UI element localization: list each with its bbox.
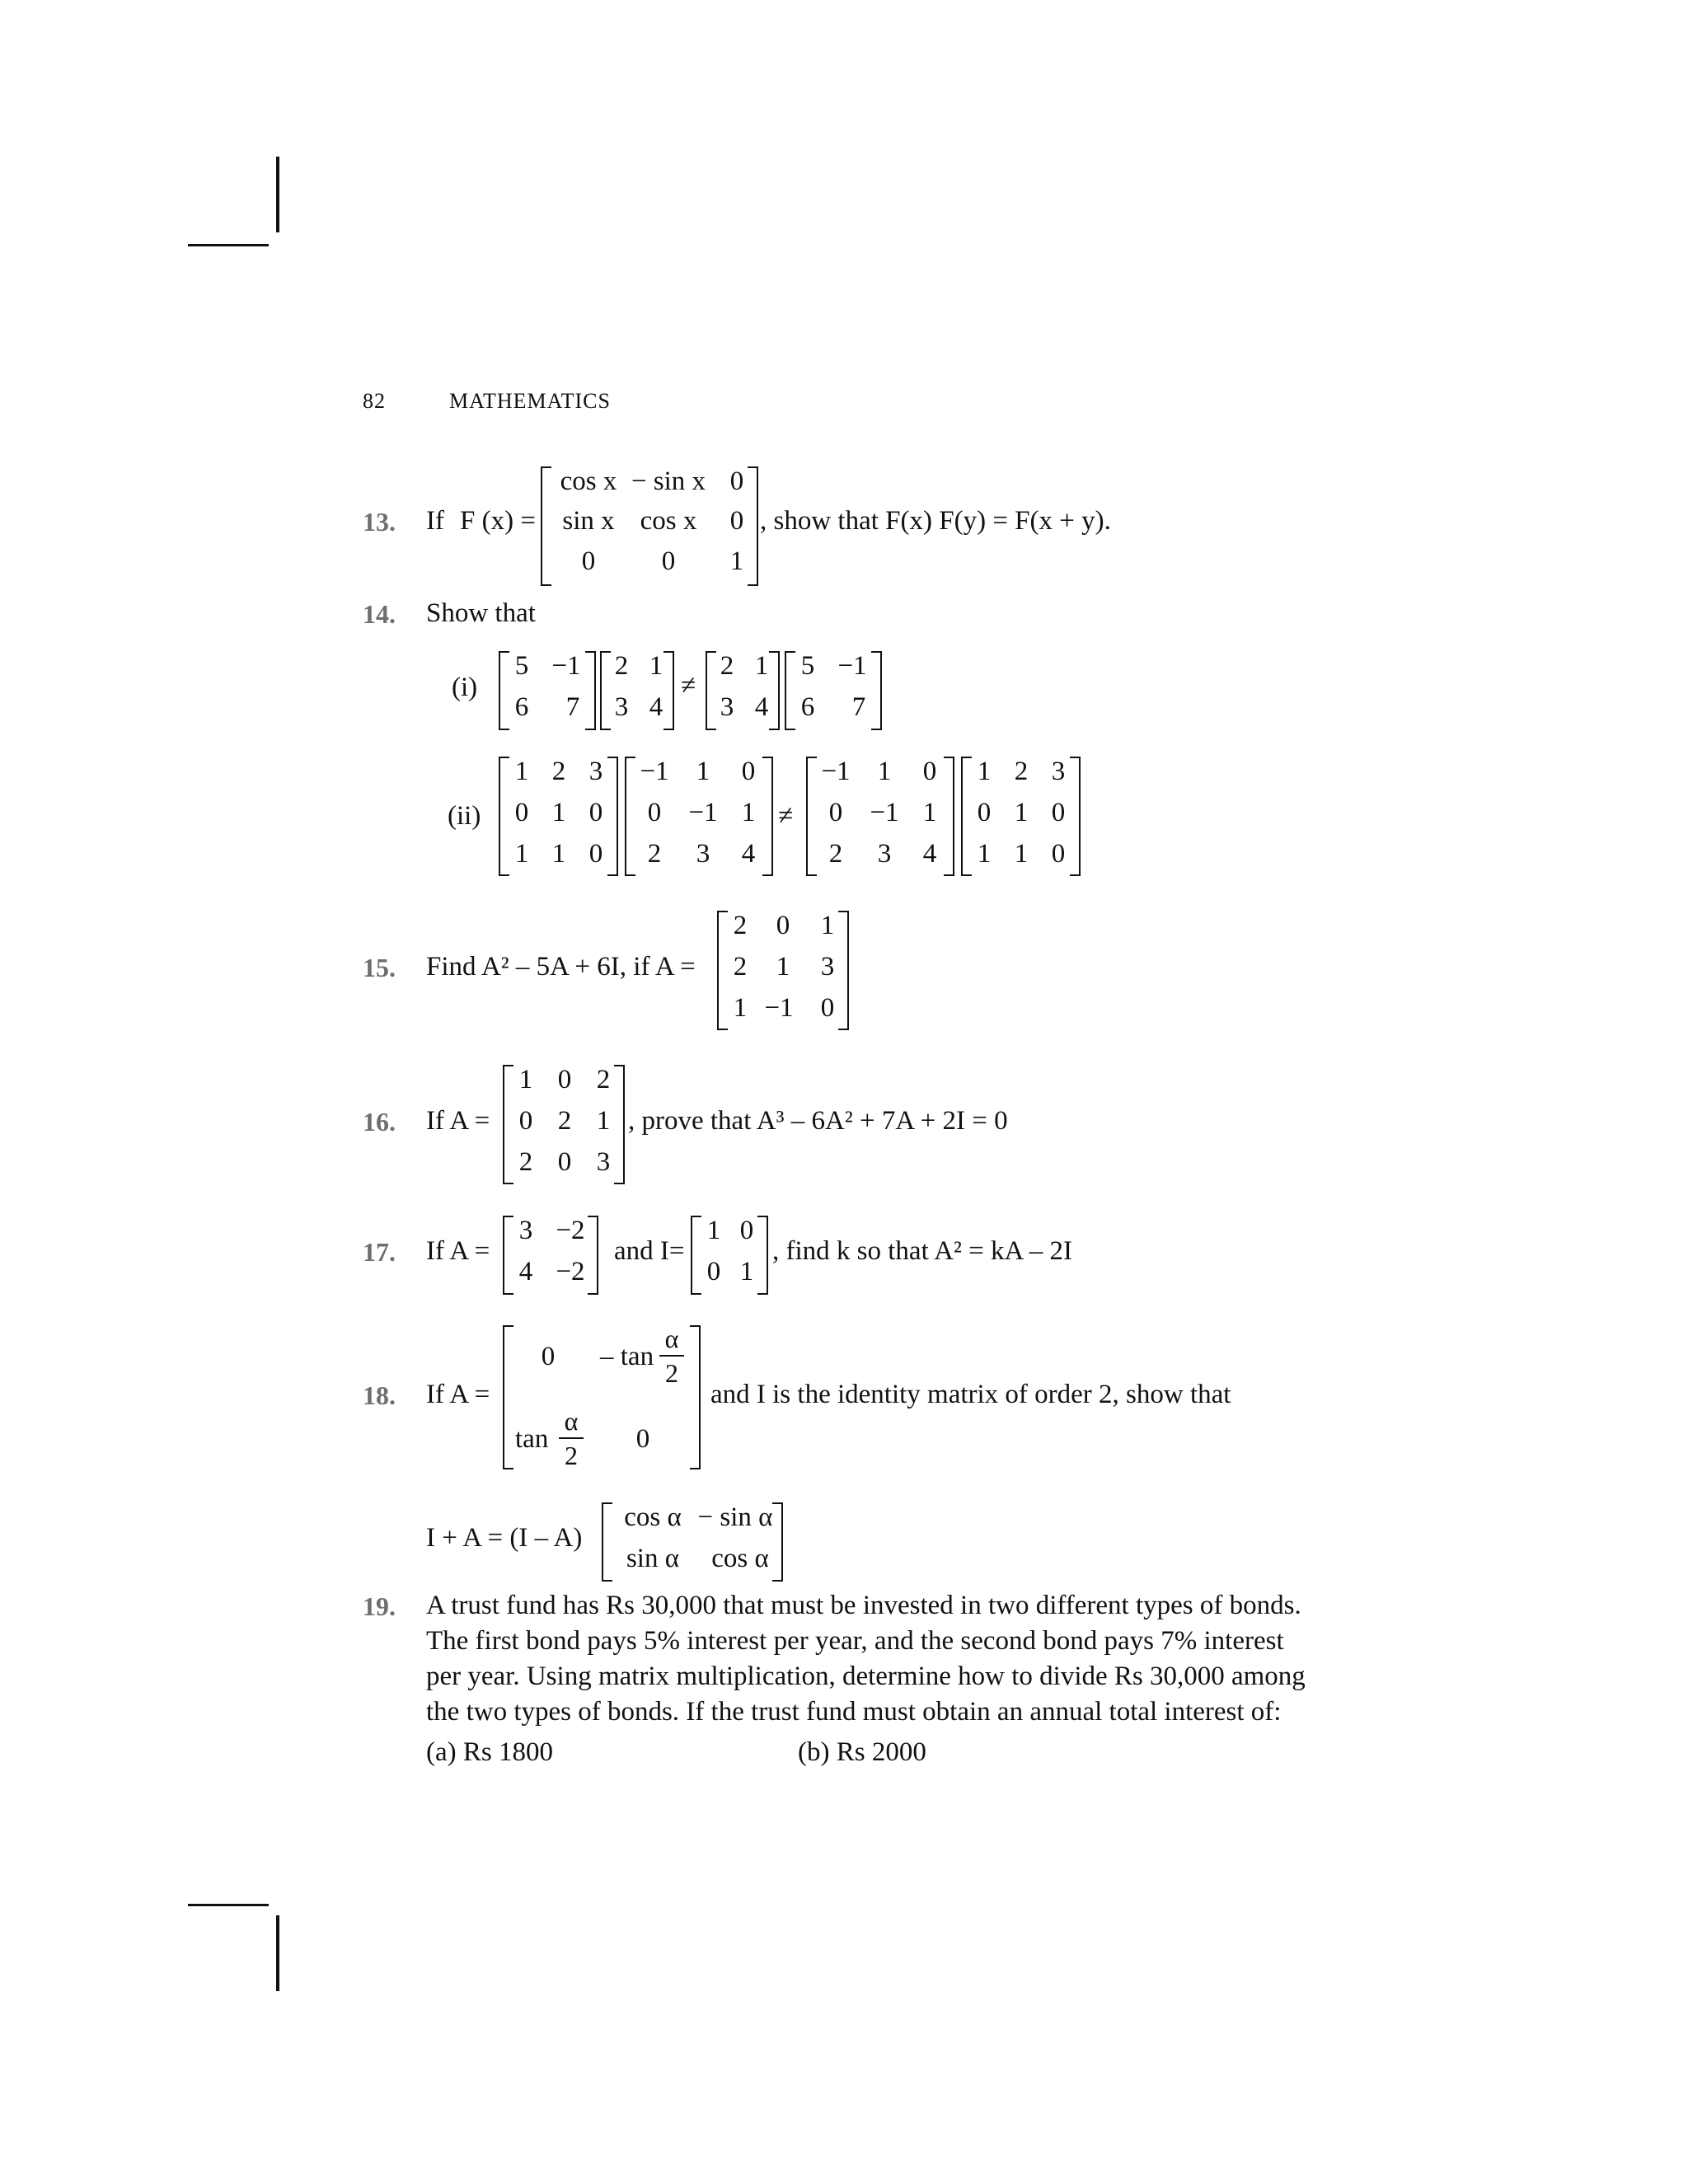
matrix-cell: 4 (518, 1257, 533, 1286)
matrix-cell: 0 (514, 798, 529, 827)
matrix-cell: 0 (518, 1106, 533, 1136)
q17-matrix-i (691, 1216, 768, 1295)
matrix-cell: 3 (614, 692, 629, 722)
q18-matrix (503, 1325, 701, 1469)
matrix-cell: 2 (733, 911, 748, 940)
matrix-cell: 0 (588, 839, 603, 869)
q14-i-label: (i) (452, 673, 478, 702)
matrix-cell: −2 (556, 1216, 585, 1245)
matrix-cell: 1 (820, 911, 835, 940)
matrix-cell: 2 (733, 952, 748, 982)
not-equal-sign: ≠ (681, 671, 696, 701)
question-number: 19. (363, 1591, 396, 1621)
question-number: 14. (363, 599, 396, 629)
matrix-cell: −1 (640, 757, 669, 786)
matrix-cell: 2 (596, 1065, 611, 1094)
q14-ii-matrix-b (625, 757, 773, 876)
matrix-cell: 3 (596, 1147, 611, 1177)
matrix-cell: 0 (588, 798, 603, 827)
matrix-cell: 1 (514, 839, 529, 869)
matrix-cell: 1 (877, 757, 892, 786)
q19-option-a: (a) Rs 1800 (426, 1737, 553, 1767)
matrix-cell: 1 (551, 839, 566, 869)
denominator: 2 (565, 1441, 578, 1470)
q17-matrix-a (503, 1216, 598, 1295)
matrix-cell: 0 (1051, 839, 1066, 869)
matrix-cell: cos x (640, 506, 697, 536)
matrix-cell: 1 (729, 546, 744, 576)
alpha-over-two (659, 1325, 684, 1386)
matrix-cell: 1 (977, 757, 992, 786)
matrix-cell: 0 (557, 1065, 572, 1094)
matrix-cell: 1 (1014, 839, 1029, 869)
matrix-cell: 0 (820, 993, 835, 1023)
q19-line-4: the two types of bonds. If the trust fund must obtain an annual total interest of: (426, 1697, 1282, 1727)
q18-tail: and I is the identity matrix of order 2, show that (710, 1380, 1231, 1409)
matrix-cell: 2 (518, 1147, 533, 1177)
q14-i-matrix-a (499, 651, 596, 730)
q13-lead: If (426, 506, 444, 536)
matrix-cell: 7 (851, 692, 866, 722)
matrix-cell: 6 (800, 692, 815, 722)
matrix-cell: 1 (551, 798, 566, 827)
matrix-cell: cos α (624, 1502, 682, 1532)
q16-matrix (503, 1065, 625, 1184)
matrix-cell: 0 (647, 798, 662, 827)
q19-line-1: A trust fund has Rs 30,000 that must be invested in two different types of bonds. (426, 1591, 1301, 1620)
matrix-cell: 0 (776, 911, 790, 940)
q18-rotation-matrix (602, 1502, 783, 1582)
not-equal-sign: ≠ (778, 801, 794, 831)
crop-mark (276, 157, 279, 232)
matrix-cell: 0 (541, 1342, 556, 1371)
matrix-cell: 3 (588, 757, 603, 786)
matrix-cell: 5 (514, 651, 529, 681)
matrix-cell: − sin α (697, 1502, 773, 1532)
matrix-cell: 3 (1051, 757, 1066, 786)
q16-lead: If A = (426, 1106, 490, 1136)
matrix-cell: 6 (514, 692, 529, 722)
q19-option-b: (b) Rs 2000 (798, 1737, 926, 1767)
matrix-cell: 2 (1014, 757, 1029, 786)
q15-text: Find A² – 5A + 6I, if A = (426, 952, 696, 982)
matrix-cell: 3 (720, 692, 734, 722)
matrix-cell: 0 (922, 757, 937, 786)
crop-mark (276, 1915, 279, 1991)
matrix-cell: 0 (661, 546, 676, 576)
matrix-cell: cos x (560, 466, 617, 496)
matrix-cell: 2 (614, 651, 629, 681)
q18-eq-lhs: I + A = (I – A) (426, 1523, 583, 1553)
fraction-bar (659, 1355, 684, 1357)
matrix-cell: −1 (764, 993, 794, 1023)
matrix-cell: −1 (821, 757, 851, 786)
matrix-cell: 1 (754, 651, 769, 681)
matrix-cell: 0 (741, 757, 756, 786)
page-number: 82 (363, 389, 386, 413)
q14-i-matrix-c (706, 651, 780, 730)
matrix-cell: 1 (706, 1216, 721, 1245)
matrix-cell: 1 (696, 757, 710, 786)
crop-mark (188, 1904, 269, 1906)
q17-tail: , find k so that A² = kA – 2I (772, 1236, 1072, 1266)
q13-lhs: F (x) = (460, 506, 536, 536)
neg-tan: – tan (600, 1342, 654, 1371)
q13-tail: , show that F(x) F(y) = F(x + y). (760, 506, 1111, 536)
matrix-cell: cos α (711, 1544, 769, 1573)
matrix-cell: 4 (922, 839, 937, 869)
crop-mark (188, 244, 269, 246)
matrix-cell: 1 (649, 651, 663, 681)
q14-i-matrix-d (785, 651, 882, 730)
fraction-bar (559, 1437, 584, 1439)
q17-lead: If A = (426, 1236, 490, 1266)
q14-ii-matrix-a (499, 757, 618, 876)
denominator: 2 (665, 1358, 678, 1388)
matrix-cell: 1 (922, 798, 937, 827)
matrix-cell: 4 (649, 692, 663, 722)
matrix-cell: 0 (828, 798, 843, 827)
matrix-cell: 0 (581, 546, 596, 576)
matrix-cell: −1 (688, 798, 718, 827)
matrix-cell: 5 (800, 651, 815, 681)
q18-lead: If A = (426, 1380, 490, 1409)
alpha-over-two (559, 1408, 584, 1469)
matrix-cell: 3 (820, 952, 835, 982)
matrix-cell: 0 (729, 506, 744, 536)
matrix-cell: 1 (514, 757, 529, 786)
question-number: 13. (363, 507, 396, 537)
q19-line-2: The first bond pays 5% interest per year, and the second bond pays 7% interest (426, 1626, 1284, 1656)
matrix-cell: 0 (739, 1216, 754, 1245)
q19-line-3: per year. Using matrix multiplication, determine how to divide Rs 30,000 among (426, 1661, 1306, 1691)
matrix-cell: 0 (977, 798, 992, 827)
matrix-cell: 3 (518, 1216, 533, 1245)
matrix-cell: 1 (977, 839, 992, 869)
q14-ii-matrix-d (961, 757, 1081, 876)
q14-text: Show that (426, 598, 536, 628)
matrix-cell: −2 (556, 1257, 585, 1286)
matrix-cell: 1 (518, 1065, 533, 1094)
question-number: 17. (363, 1237, 396, 1267)
matrix-cell: 1 (739, 1257, 754, 1286)
matrix-cell: −1 (551, 651, 581, 681)
q17-mid: and I= (614, 1236, 685, 1266)
matrix-cell: 2 (720, 651, 734, 681)
matrix-cell: 0 (557, 1147, 572, 1177)
matrix-cell: −1 (870, 798, 899, 827)
matrix-cell: 2 (557, 1106, 572, 1136)
question-number: 15. (363, 953, 396, 982)
matrix-cell: 3 (696, 839, 710, 869)
q16-tail: , prove that A³ – 6A² + 7A + 2I = 0 (628, 1106, 1008, 1136)
matrix-cell: sin x (562, 506, 615, 536)
matrix-cell: −1 (837, 651, 867, 681)
matrix-cell: 1 (741, 798, 756, 827)
matrix-cell: − sin x (631, 466, 706, 496)
question-number: 16. (363, 1107, 396, 1137)
matrix-cell: 0 (729, 466, 744, 496)
matrix-cell: 1 (776, 952, 790, 982)
q14-ii-label: (ii) (448, 801, 481, 831)
matrix-cell: 1 (733, 993, 748, 1023)
q15-matrix (717, 911, 849, 1030)
q13-matrix (541, 466, 758, 586)
matrix-cell: 1 (596, 1106, 611, 1136)
matrix-cell: 4 (741, 839, 756, 869)
alpha-symbol: α (564, 1406, 579, 1436)
alpha-symbol: α (664, 1324, 679, 1353)
matrix-cell: 2 (828, 839, 843, 869)
matrix-cell: 2 (647, 839, 662, 869)
matrix-cell: 7 (565, 692, 580, 722)
matrix-cell: 4 (754, 692, 769, 722)
matrix-cell: 2 (551, 757, 566, 786)
q14-i-matrix-b (600, 651, 674, 730)
matrix-cell: 1 (1014, 798, 1029, 827)
running-head: MATHEMATICS (449, 389, 611, 413)
matrix-cell: 0 (635, 1424, 650, 1454)
matrix-cell: 0 (1051, 798, 1066, 827)
q14-ii-matrix-c (806, 757, 954, 876)
matrix-cell: sin α (626, 1544, 680, 1573)
matrix-cell: 3 (877, 839, 892, 869)
tan: tan (515, 1424, 549, 1454)
question-number: 18. (363, 1380, 396, 1410)
matrix-cell: 0 (706, 1257, 721, 1286)
